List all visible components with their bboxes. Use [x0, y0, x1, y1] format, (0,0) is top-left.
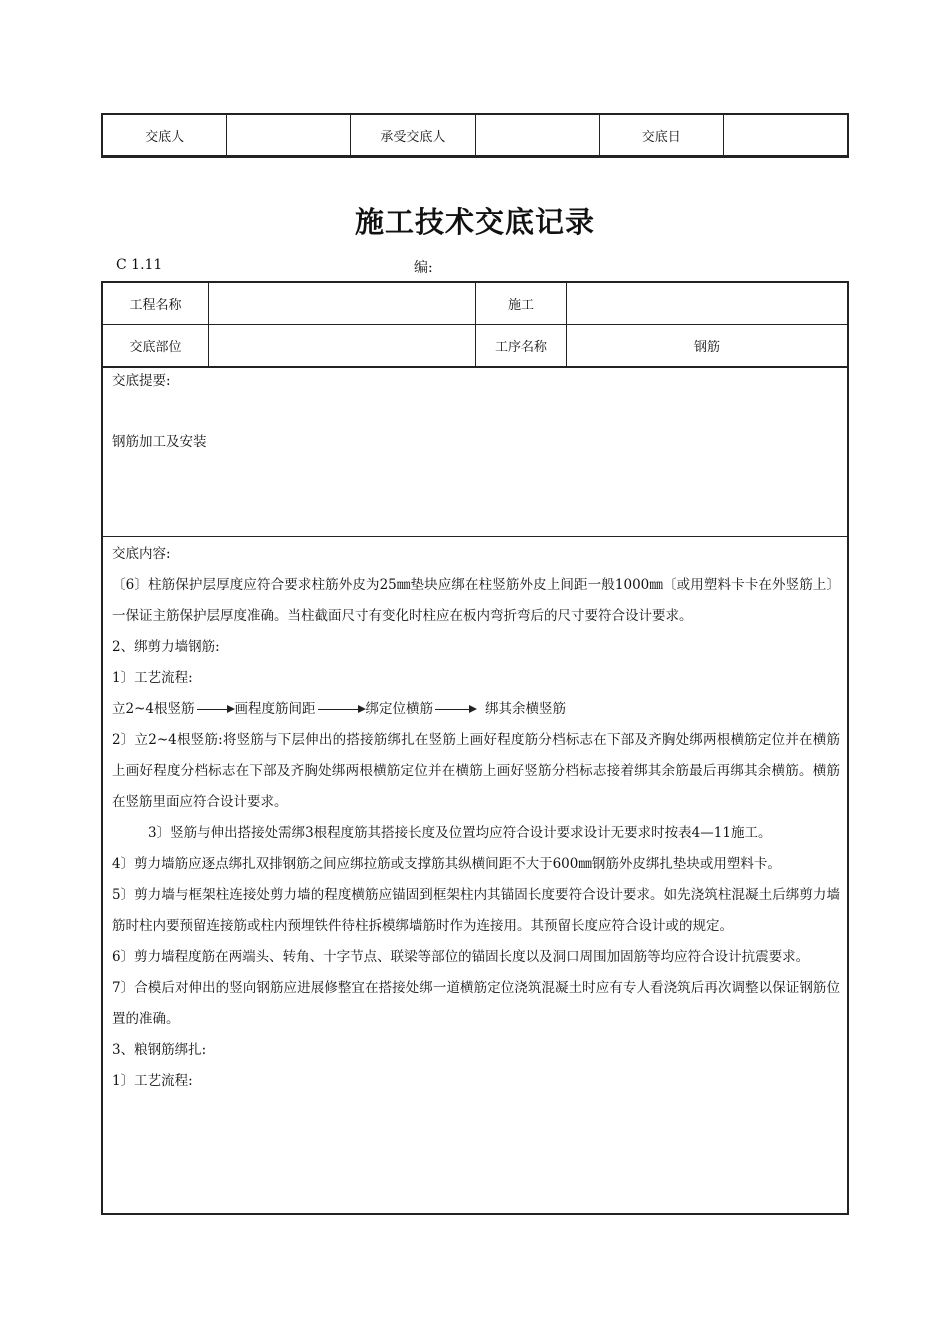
content-paragraph: 2〕立2~4根竖筋:将竖筋与下层伸出的搭接筋绑扎在竖筋上画好程度筋分档标志在下部及齐胸处绑两根横筋定位并在横筋上画好程度分档标志在下部及齐胸处绑两根横筋定位并在横筋上画好竖筋分档标志接着绑其余筋最后再绑其余横筋。横筋在竖筋里面应符合设计要求。 — [112, 732, 840, 810]
form-code: C 1.11 — [116, 257, 163, 273]
content-subheading: 1〕工艺流程: — [112, 670, 193, 686]
receiver-field[interactable] — [475, 114, 599, 157]
project-name-label: 工程名称 — [102, 282, 209, 325]
process-name-label: 工序名称 — [476, 325, 567, 368]
content-paragraph: 3〕竖筋与伸出搭接处需绑3根程度筋其搭接长度及位置均应符合设计要求设计无要求时按表4—11施工。 — [148, 825, 772, 841]
summary-text: 钢筋加工及安装 — [112, 434, 207, 450]
construction-field[interactable] — [567, 282, 849, 325]
content-subheading: 1〕工艺流程: — [112, 1073, 193, 1089]
serial-label: 编: — [414, 260, 433, 276]
handover-date-field[interactable] — [723, 114, 848, 157]
handover-person-label: 交底人 — [102, 114, 227, 157]
content-label: 交底内容: — [112, 546, 171, 562]
summary-section — [101, 366, 849, 537]
content-section — [101, 537, 849, 1215]
summary-label: 交底提要: — [112, 373, 171, 389]
content-paragraph: 7〕合模后对伸出的竖向钢筋应进展修整宜在搭接处绑一道横筋定位浇筑混凝土时应有专人看浇筑后再次调整以保证钢筋位置的准确。 — [112, 980, 840, 1027]
receiver-label: 承受交底人 — [351, 114, 475, 157]
content-text — [112, 539, 840, 1097]
flow-step: 画程度筋间距 — [234, 701, 316, 717]
arrow-right-icon — [435, 709, 475, 710]
page-title: 施工技术交底记录 — [354, 205, 595, 239]
content-heading: 3、粮钢筋绑扎: — [112, 1042, 207, 1058]
flow-step: 立2~4根竖筋 — [112, 701, 195, 717]
handover-person-field[interactable] — [227, 114, 351, 157]
handover-date-label: 交底日 — [599, 114, 723, 157]
process-flow — [112, 694, 840, 725]
content-paragraph: 6〕剪力墙程度筋在两端头、转角、十字节点、联梁等部位的锚固长度以及洞口周围加固筋等均应符合设计抗震要求。 — [112, 949, 810, 965]
content-paragraph: 5〕剪力墙与框架柱连接处剪力墙的程度横筋应锚固到框架柱内其锚固长度要符合设计要求。如先浇筑柱混凝土后绑剪力墙筋时柱内要预留连接筋或柱内预埋铁件待柱拆模绑墙筋时作为连接用。其预留长度应符合设计或的规定。 — [112, 887, 840, 934]
construction-label: 施工 — [476, 282, 567, 325]
content-heading: 2、绑剪力墙钢筋: — [112, 639, 220, 655]
content-paragraph: 4〕剪力墙筋应逐点绑扎双排钢筋之间应绑拉筋或支撑筋其纵横间距不大于600㎜钢筋外皮绑扎垫块或用塑料卡。 — [112, 856, 781, 872]
arrow-right-icon — [197, 709, 233, 710]
handover-part-field[interactable] — [209, 325, 476, 368]
flow-step: 绑其余横竖筋 — [485, 701, 566, 717]
content-paragraph: 〔6〕柱筋保护层厚度应符合要求柱筋外皮为25㎜垫块应绑在柱竖筋外皮上间距一般1000㎜〔或用塑料卡卡在外竖筋上〕一保证主筋保护层厚度准确。当柱截面尺寸有变化时柱应在板内弯折弯后的尺寸要符合设计要求。 — [112, 577, 840, 624]
arrow-right-icon — [318, 709, 364, 710]
info-table — [101, 281, 849, 368]
process-name-value: 钢筋 — [567, 325, 849, 368]
project-name-field[interactable] — [209, 282, 476, 325]
flow-step: 绑定位横筋 — [365, 701, 433, 717]
handover-part-label: 交底部位 — [102, 325, 209, 368]
signoff-table — [101, 113, 849, 158]
